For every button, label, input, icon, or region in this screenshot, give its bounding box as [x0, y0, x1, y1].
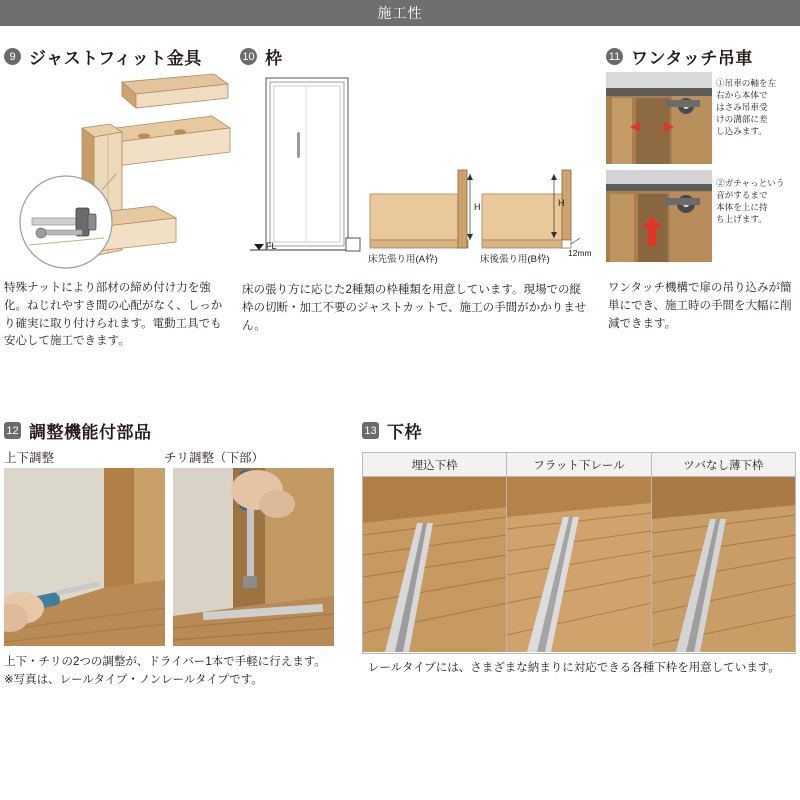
- section-10-caption: 床の張り方に応じた2種類の枠種類を用意しています。現場での縦枠の切断・加工不要のジャストカットで、施工の手間がかかりません。: [242, 284, 587, 332]
- photo-embedded-sill: [363, 477, 507, 652]
- section-10: [240, 44, 594, 332]
- section-13-column-headers: [363, 453, 795, 477]
- page-header: [0, 0, 800, 26]
- section-12-sublabel-2: チリ調整（下部）: [164, 451, 265, 465]
- section-11-caption: ワンタッチ機構で扉の吊り込みが簡単にでき、施工時の手間を大幅に削減できます。: [608, 282, 792, 330]
- svg-text:H: H: [474, 202, 481, 212]
- section-13-caption: レールタイプには、さまざまな納まりに対応できる各種下枠を用意しています。: [368, 662, 780, 674]
- section-13-photos: [363, 477, 795, 652]
- section-10-illustration: [240, 70, 594, 275]
- svg-text:音がするまで: 音がするまで: [716, 190, 768, 200]
- svg-text:②ガチャっという: ②ガチャっという: [716, 178, 785, 188]
- section-9-number: 9: [4, 48, 21, 65]
- section-13-heading: [362, 418, 800, 443]
- svg-text:12mm: 12mm: [568, 248, 592, 258]
- column-header-1: 埋込下枠: [363, 453, 507, 477]
- section-12-title: 調整機能付部品: [29, 423, 152, 442]
- section-9-title: ジャストフィット金具: [29, 49, 202, 68]
- section-9-heading: [4, 44, 232, 69]
- section-11-heading: [606, 44, 800, 69]
- svg-text:本体を上に持: 本体を上に持: [716, 202, 768, 212]
- column-header-2: フラット下レール: [507, 453, 651, 477]
- section-12-caption-line-1: 上下・チリの2つの調整が、ドライバー1本で手軽に行えます。: [4, 656, 326, 668]
- section-13-title: 下枠: [387, 423, 422, 442]
- svg-text:H: H: [558, 198, 565, 208]
- svg-text:はさみ吊車受: はさみ吊車受: [716, 102, 768, 112]
- photo-flat-rail: [507, 477, 651, 652]
- section-12-sublabel-1: 上下調整: [4, 451, 55, 465]
- section-12-sublabels: [4, 448, 334, 466]
- svg-text:右から本体で: 右から本体で: [716, 90, 768, 100]
- svg-text:床後張り用(B枠): 床後張り用(B枠): [480, 254, 550, 265]
- section-12-caption-line-2: ※写真は、レールタイプ・ノンレールタイプです。: [4, 673, 263, 686]
- section-13-number: 13: [362, 422, 379, 439]
- svg-text:床先張り用(A枠): 床先張り用(A枠): [368, 254, 438, 265]
- header-title: 施工性: [377, 5, 423, 21]
- svg-text:FL: FL: [266, 241, 277, 251]
- section-9-caption: 特殊ナットにより部材の締め付け力を強化。ねじれやすき間の心配がなく、しっかり確実に取り付けられます。電動工具でも安心して施工できます。: [4, 282, 223, 348]
- section-9: [4, 44, 232, 348]
- section-12-caption: [4, 654, 334, 690]
- photo-vertical-adjust: [4, 468, 165, 646]
- column-header-3: ツバなし薄下枠: [652, 453, 795, 477]
- svg-text:けの溝部に差: けの溝部に差: [716, 114, 768, 124]
- section-11-title: ワンタッチ吊車: [631, 49, 753, 68]
- section-10-number: 10: [240, 48, 257, 65]
- svg-text:し込みます。: し込みます。: [716, 126, 767, 136]
- section-13-table: [362, 452, 796, 654]
- section-13: [362, 418, 800, 674]
- section-11-number: 11: [606, 48, 623, 65]
- section-12-photos: [4, 468, 334, 646]
- section-9-illustration: [4, 70, 232, 270]
- svg-text:ち上げます。: ち上げます。: [716, 214, 767, 224]
- photo-chiri-adjust: [173, 468, 334, 646]
- section-10-heading: [240, 44, 594, 69]
- section-12-number: 12: [4, 422, 21, 439]
- photo-thin-sill: [652, 477, 795, 652]
- section-12-heading: [4, 418, 334, 443]
- section-12: [4, 418, 334, 686]
- note-1-line-1: ①吊車の軸を左: [716, 78, 777, 88]
- section-11-illustration: [606, 70, 796, 270]
- section-10-title: 枠: [265, 49, 283, 68]
- section-11: [606, 44, 800, 330]
